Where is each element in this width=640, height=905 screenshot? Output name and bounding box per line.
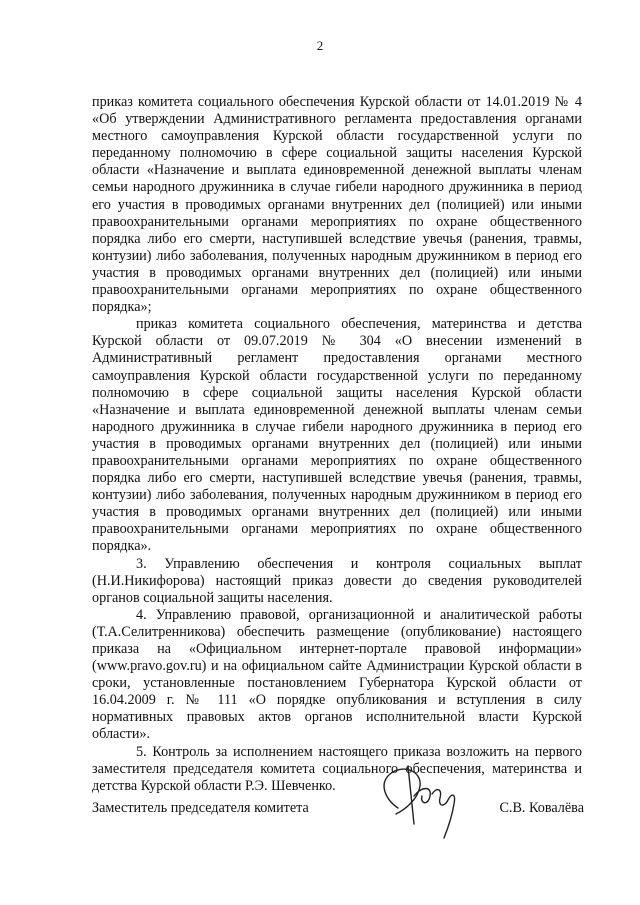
paragraph-order-2019-4: приказ комитета социального обеспечения Курской области от 14.01.2019 № 4 «Об утверждении Административного регламента предоставления органами местного самоуправления Курской области государственной услуги по переданному полномочию в сфере социальной защиты населения Курской области «Назначение и выплата единовременной денежной выплаты членам семьи народного дружинника в случае гибели народного дружинника в период его участия в проводимых органами внутренних дел (полицией) или иными правоохранительными органами мероприятиях по охране общественного порядка либо его смерти, наступившей вследствие увечья (ранения, травмы, контузии) либо заболевания, полученных народным дружинником в период его участия в проводимых органами внутренних дел (полицией) или иными правоохранительными органами мероприятиях по охране общественного порядка»; bbox=[92, 94, 582, 316]
handwritten-signature-icon bbox=[368, 756, 478, 846]
signatory-position: Заместитель председателя комитета bbox=[92, 800, 309, 816]
signatory-name: С.В. Ковалёва bbox=[499, 800, 584, 816]
page-number: 2 bbox=[316, 38, 324, 53]
document-body bbox=[92, 94, 582, 795]
signature-block bbox=[92, 776, 584, 856]
paragraph-item-3: 3. Управлению обеспечения и контроля социальных выплат (Н.И.Никифорова) настоящий приказ довести до сведения руководителей органов социальной защиты населения. bbox=[92, 555, 582, 606]
paragraph-item-5: 5. Контроль за исполнением настоящего приказа возложить на первого заместителя председателя комитета социального обеспечения, материнства и детства Курской области Р.Э. Шевченко. bbox=[92, 743, 582, 794]
paragraph-order-2019-304: приказ комитета социального обеспечения, материнства и детства Курской области от 09.07.2019 № 304 «О внесении изменений в Административный регламент предоставления органами местного самоуправления Курской области государственной услуги по переданному полномочию в сфере социальной защиты населения Курской области «Назначение и выплата единовременной денежной выплаты членам семьи народного дружинника в случае гибели народного дружинника в период его участия в проводимых органами внутренних дел (полицией) или иными правоохранительными органами мероприятиях по охране общественного порядка либо его смерти, наступившей вследствие увечья (ранения, травмы, контузии) либо заболевания, полученных народным дружинником в период его участия в проводимых органами внутренних дел (полицией) или иными правоохранительными органами мероприятиях по охране общественного порядка». bbox=[92, 316, 582, 555]
paragraph-item-4: 4. Управлению правовой, организационной и аналитической работы (Т.А.Селитренникова) обеспечить размещение (опубликование) настоящего приказа на «Официальном интернет-портале правовой информации» (www.pravo.gov.ru) и на официальном сайте Администрации Курской области в сроки, установленные постановлением Губернатора Курской области от 16.04.2009 г. № 111 «О порядке опубликования и вступления в силу нормативных правовых актов органов исполнительной власти Курской области». bbox=[92, 606, 582, 743]
